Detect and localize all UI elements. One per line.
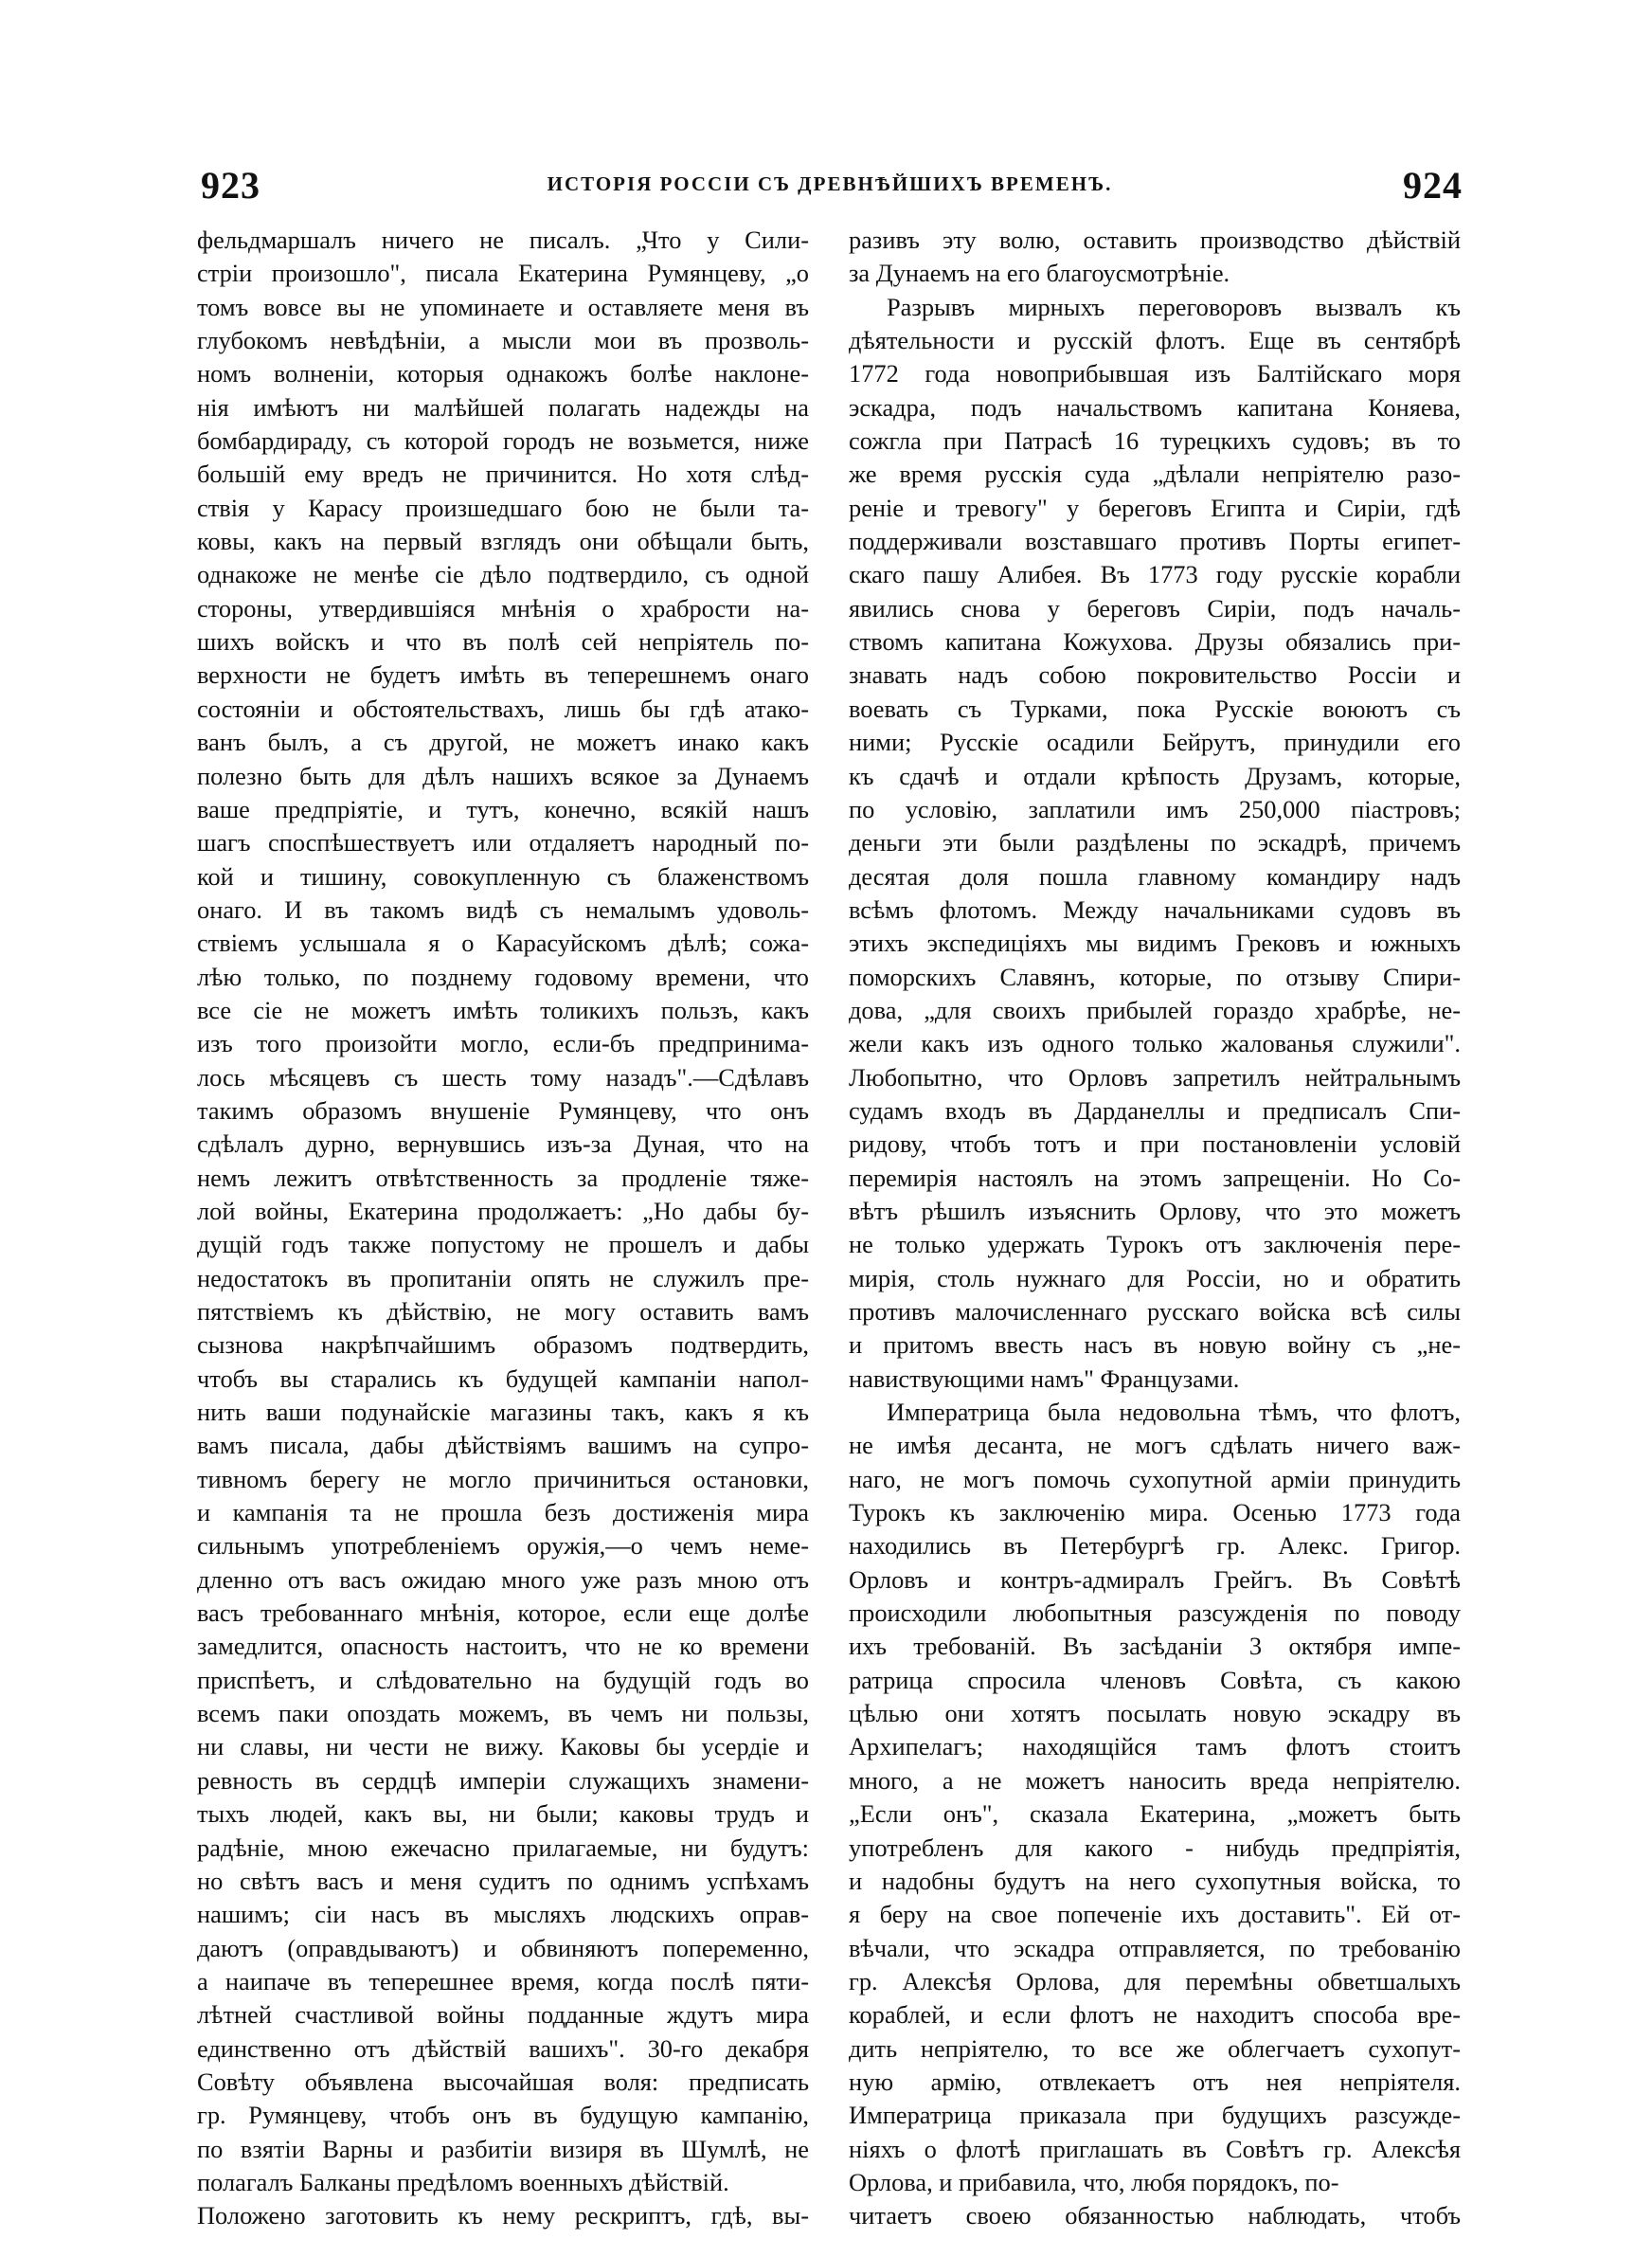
text-line: вамъ писала, дабы дѣйствіямъ вашимъ на супро- [197,1431,809,1460]
text-line: навиствующими намъ" Французами. [849,1363,1240,1393]
text-line: нить ваши подунайскіе магазины такъ, какъ я къ [197,1398,809,1427]
text-line: ревность въ сердцѣ имперіи служащихъ знамени- [197,1765,809,1795]
text-line: употребленъ для какого - нибудь предпріятія, [849,1833,1461,1862]
text-line: ствіемъ услышала я о Карасуйскомъ дѣлѣ; сожа- [197,929,809,958]
text-line: не только удержать Турокъ отъ заключенія пере- [849,1230,1461,1259]
text-line: гр. Алексѣя Орлова, для перемѣны обветшалыхъ [849,1966,1461,1995]
text-line: разивъ эту волю, оставить производство дѣйствій [849,226,1461,254]
text-line: сдѣлалъ дурно, вернувшись изъ-за Дуная, что на [197,1129,809,1159]
text-line: состояніи и обстоятельствахъ, лишь бы гдѣ атако- [197,694,809,723]
text-line: Разрывъ мирныхъ переговоровъ вызвалъ къ [887,292,1461,321]
text-line: полагалъ Балканы предѣломъ военныхъ дѣйствій. [197,2167,729,2196]
text-line: стороны, утвердившіяся мнѣнія о храбрости на- [197,593,809,623]
text-line: ихъ требованій. Въ засѣданіи 3 октября импе- [849,1632,1461,1661]
text-line: томъ вовсе вы не упоминаете и оставляете меня въ [197,292,809,321]
text-line: но свѣтъ васъ и меня судитъ по однимъ успѣхамъ [197,1866,809,1895]
text-line: онаго. И въ такомъ видѣ съ немалымъ удоволь- [197,894,809,924]
text-line: ваше предпріятіе, и тутъ, конечно, всякій нашъ [197,794,809,823]
text-line: много, а не можетъ наносить вреда непріятелю. [849,1765,1461,1795]
text-line: недостатокъ въ пропитаніи опять не служилъ пре- [197,1263,809,1292]
text-line: жели какъ изъ одного только жалованья служили". [849,1029,1461,1058]
text-line: глубокомъ невѣдѣніи, а мысли мои въ прозволь- [197,326,809,355]
text-line: сожгла при Патрасѣ 16 турецкихъ судовъ; въ то [849,426,1461,456]
text-line: я беру на свое попеченіе ихъ доставить". Ей от- [849,1900,1461,1929]
text-line: гр. Румянцеву, чтобъ онъ въ будущую кампанію, [197,2101,809,2130]
text-line: сызнова накрѣпчайшимъ образомъ подтвердить, [197,1330,809,1360]
text-line: чтобъ вы старались къ будущей кампаніи напол- [197,1363,809,1393]
page-header [197,159,1463,216]
text-line: ковы, какъ на первый взглядъ они обѣщали быть, [197,527,809,556]
text-line: лѣтней счастливой войны подданные ждутъ мира [197,2000,809,2030]
text-line: дѣятельности и русскій флотъ. Еще въ сентябрѣ [849,326,1461,355]
text-line: Совѣту объявлена высочайшая воля: предписать [197,2067,809,2096]
text-line: перемирія настоялъ на этомъ запрещеніи. Но Со- [849,1163,1461,1192]
text-line: не имѣя десанта, не могъ сдѣлать ничего важ- [849,1431,1461,1460]
text-line: Орловъ и контръ-адмиралъ Грейгъ. Въ Совѣтѣ [849,1564,1461,1594]
text-line: поморскихъ Славянъ, которые, по отзыву Спири- [849,962,1461,991]
text-line: шагъ споспѣшествуетъ или отдаляетъ народный по- [197,828,809,858]
left-text-column [197,224,809,2233]
text-line: изъ того произойти могло, если-бъ предпринима- [197,1029,809,1058]
text-line: а наипаче въ теперешнее время, когда послѣ пяти- [197,1966,809,1995]
left-page-number: 923 [201,164,260,207]
text-line: вѣчали, что эскадра отправляется, по требованію [849,1933,1461,1962]
text-line: ную армію, отвлекаетъ отъ нея непріятеля. [849,2067,1461,2096]
text-line: 1772 года новоприбывшая изъ Балтійскаго моря [849,359,1461,388]
text-line: большій ему вредъ не причинится. Но хотя слѣд- [197,460,809,489]
text-line: реніе и тревогу" у береговъ Египта и Сиріи, гдѣ [849,493,1461,522]
text-line: по взятіи Варны и разбитіи визиря въ Шумлѣ, не [197,2134,809,2163]
text-line: фельдмаршалъ ничего не писалъ. „Что у Сили- [197,226,809,254]
text-line: ними; Русскіе осадили Бейрутъ, принудили его [849,728,1461,757]
text-line: шихъ войскъ и что въ полѣ сей непріятель по- [197,627,809,657]
text-line: находились въ Петербургѣ гр. Алекс. Григор. [849,1531,1461,1561]
text-line: ствомъ капитана Кожухова. Друзы обязались при- [849,627,1461,657]
text-line: ратрица спросила членовъ Совѣта, съ какою [849,1665,1461,1694]
running-title: ИСТОРІЯ РОССІИ СЪ ДРЕВНѢЙШИХЪ ВРЕМЕНЪ. [547,172,1113,195]
text-line: нашимъ; сіи насъ въ мысляхъ людскихъ оправ- [197,1900,809,1929]
text-line: дленно отъ васъ ожидаю много уже разъ мною отъ [197,1564,809,1594]
text-line: десятая доля пошла главному командиру надъ [849,861,1461,891]
text-line: знавать надъ собою покровительство Россіи и [849,660,1461,690]
text-line: воевать съ Турками, пока Русскіе воюютъ съ [849,694,1461,723]
text-line: стріи произошло", писала Екатерина Румянцеву, „о [197,259,809,288]
text-line: бомбардираду, съ которой городъ не возьмется, ниже [197,426,809,456]
text-line: Любопытно, что Орловъ запретилъ нейтральнымъ [849,1062,1461,1092]
text-line: явились снова у береговъ Сиріи, подъ началь- [849,593,1461,623]
text-line: немъ лежитъ отвѣтственность за продленіе тяже- [197,1163,809,1192]
text-line: дова, „для своихъ прибылей гораздо храбрѣе, не- [849,995,1461,1024]
text-line: кой и тишину, совокупленную съ блаженствомъ [197,861,809,891]
text-line: наго, не могъ помочь сухопутной арміи принудить [849,1464,1461,1493]
text-line: ніяхъ о флотѣ приглашать въ Совѣтъ гр. Алексѣя [849,2134,1461,2163]
text-line: Императрица была недовольна тѣмъ, что флотъ, [887,1398,1461,1427]
text-line: все сіе не можетъ имѣть толикихъ пользъ, какъ [197,995,809,1024]
text-line: ствія у Карасу произшедшаго бою не были та- [197,493,809,522]
text-line: всѣмъ флотомъ. Между начальниками судовъ въ [849,894,1461,924]
text-line: нія имѣютъ ни малѣйшей полагать надежды на [197,392,809,422]
text-line: ванъ былъ, а съ другой, не можетъ инако какъ [197,728,809,757]
text-line: Орлова, и прибавила, что, любя порядокъ, по- [849,2167,1339,2196]
text-line: „Если онъ", сказала Екатерина, „можетъ быть [849,1799,1461,1829]
text-line: единственно отъ дѣйствій вашихъ". 30-го декабря [197,2033,809,2063]
text-line: этихъ экспедиціяхъ мы видимъ Грековъ и южныхъ [849,929,1461,958]
text-line: Императрица приказала при будущихъ разсужде- [849,2101,1461,2130]
text-line: и притомъ ввесть насъ въ новую войну съ „не- [849,1330,1461,1360]
text-line: всемъ паки опоздать можемъ, въ чемъ ни пользы, [197,1699,809,1728]
text-line: происходили любопытныя разсужденія по поводу [849,1598,1461,1628]
text-line: и надобны будутъ на него сухопутныя войска, то [849,1866,1461,1895]
text-line: дить непріятелю, то все же облегчаетъ сухопут- [849,2033,1461,2063]
text-line: цѣлью они хотятъ посылать новую эскадру въ [849,1699,1461,1728]
text-line: же время русскія суда „дѣлали непріятелю разо- [849,460,1461,489]
text-line: дущій годъ также попустому не прошелъ и дабы [197,1230,809,1259]
text-line: кораблей, и если флотъ не находитъ способа вре- [849,2000,1461,2030]
text-line: верхности не будетъ имѣть въ теперешнемъ онаго [197,660,809,690]
text-line: номъ волненіи, которыя однакожъ болѣе наклоне- [197,359,809,388]
text-line: и кампанія та не прошла безъ достиженія мира [197,1498,809,1527]
text-line: такимъ образомъ внушеніе Румянцеву, что онъ [197,1095,809,1125]
text-line: радѣніе, мною ежечасно прилагаемые, ни будутъ: [197,1833,809,1862]
text-line: приспѣетъ, и слѣдовательно на будущій годъ во [197,1665,809,1694]
text-line: вѣтъ рѣшилъ изъяснить Орлову, что это можетъ [849,1196,1461,1225]
text-line: сильнымъ употребленіемъ оружія,—о чемъ неме- [197,1531,809,1561]
text-line: васъ требованнаго мнѣнія, которое, если еще долѣе [197,1598,809,1628]
text-line: скаго пашу Алибея. Въ 1773 году русскіе корабли [849,560,1461,589]
text-line: деньги эти были раздѣлены по эскадрѣ, причемъ [849,828,1461,858]
text-line: лой войны, Екатерина продолжаетъ: „Но дабы бу- [197,1196,809,1225]
text-line: замедлится, опасность настоитъ, что не ко времени [197,1632,809,1661]
text-line: полезно быть для дѣлъ нашихъ всякое за Дунаемъ [197,761,809,790]
text-line: ни славы, ни чести не вижу. Каковы бы усердіе и [197,1732,809,1761]
text-line: лось мѣсяцевъ съ шесть тому назадъ".—Сдѣлавъ [197,1062,809,1092]
text-line: къ сдачѣ и отдали крѣпость Друзамъ, которые, [849,761,1461,790]
text-line: даютъ (оправдываютъ) и обвиняютъ попеременно, [197,1933,809,1962]
text-line: однакоже не менѣе сіе дѣло подтвердило, съ одной [197,560,809,589]
text-line: эскадра, подъ начальствомъ капитана Коняева, [849,392,1461,422]
text-line: за Дунаемъ на его благоусмотрѣніе. [849,259,1230,288]
right-page-number: 924 [1403,164,1463,207]
text-line: лѣю только, по позднему годовому времени, что [197,962,809,991]
text-line: поддерживали возставшаго противъ Порты египет- [849,527,1461,556]
text-line: пятствіемъ къ дѣйствію, не могу оставить вамъ [197,1297,809,1326]
text-line: по условію, заплатили имъ 250,000 піастровъ; [849,794,1461,823]
text-line: тыхъ людей, какъ вы, ни были; каковы трудъ и [197,1799,809,1829]
text-line: судамъ входъ въ Дарданеллы и предписалъ Спи- [849,1095,1461,1125]
text-line: Положено заготовить къ нему рескриптъ, гдѣ, вы- [197,2201,809,2230]
text-line: тивномъ берегу не могло причиниться остановки, [197,1464,809,1493]
text-line: читаетъ своею обязанностью наблюдать, чтобъ [849,2201,1461,2230]
right-text-column [849,224,1461,2233]
text-line: Архипелагъ; находящійся тамъ флотъ стоитъ [849,1732,1461,1761]
text-line: Турокъ къ заключенію мира. Осенью 1773 года [849,1498,1461,1527]
text-line: мирія, столь нужнаго для Россіи, но и обратить [849,1263,1461,1292]
text-line: ридову, чтобъ тотъ и при постановленіи условій [849,1129,1461,1159]
text-line: противъ малочисленнаго русскаго войска всѣ силы [849,1297,1461,1326]
